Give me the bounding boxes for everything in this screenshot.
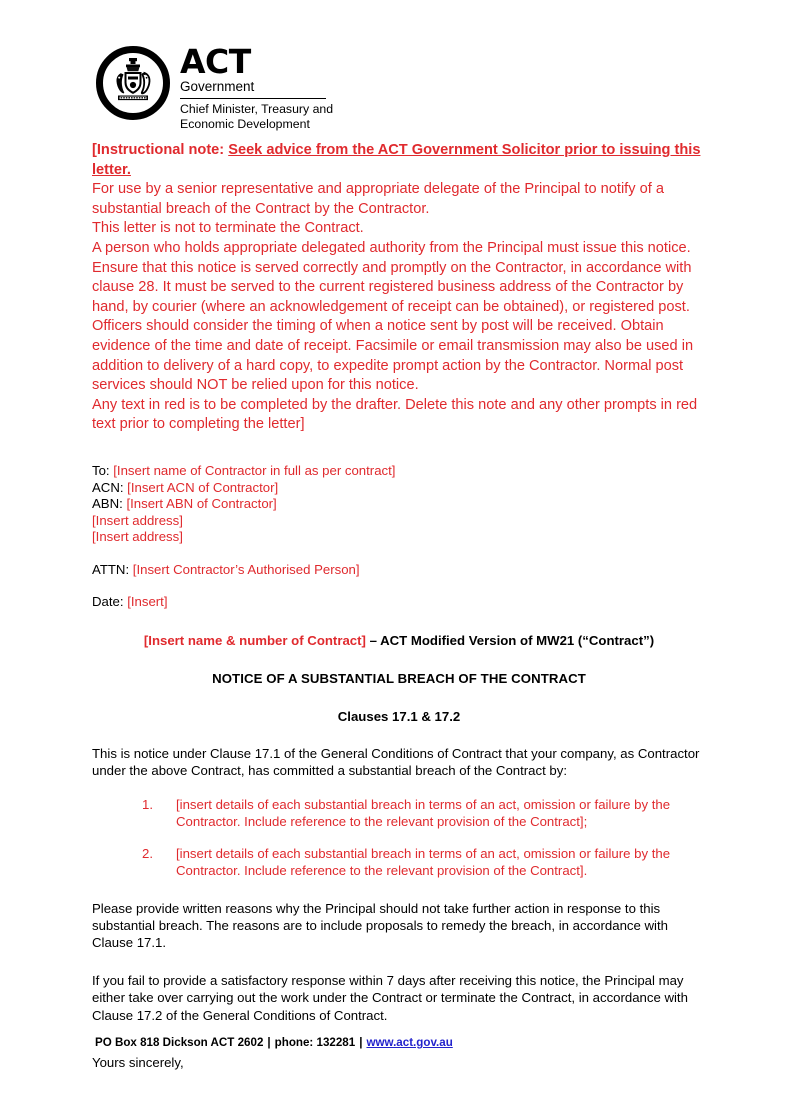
breach-list-item-1-text: [insert details of each substantial breach in terms of an act, omission or failure by the Contractor. Include reference to the relevant provision of the Contract];	[176, 796, 671, 830]
instructional-note-paragraph-5: Any text in red is to be completed by the drafter. Delete this note and any other prompts in red text prior to completing the letter]	[92, 396, 698, 433]
logo-department-line2: Economic Development	[180, 116, 310, 131]
instructional-note-heading	[92, 142, 700, 178]
recipient-to-value: [Insert name of Contractor in full as per contract]	[113, 462, 396, 478]
recipient-attn-label: ATTN:	[92, 561, 133, 577]
address-spacer-2	[92, 578, 706, 594]
breach-list-item-1	[92, 796, 706, 831]
footer-postal-address: PO Box 818 Dickson ACT 2602	[95, 1036, 264, 1049]
logo-government-label: Government	[180, 79, 255, 94]
recipient-to-line	[92, 463, 706, 480]
recipient-address-block	[92, 463, 706, 611]
act-coat-of-arms-icon	[96, 46, 170, 120]
page-footer	[95, 1036, 453, 1049]
letter-date-value: [Insert]	[127, 594, 168, 610]
breach-list-item-2-text: [insert details of each substantial breach in terms of an act, omission or failure by the Contractor. Include reference to the relevant provision of the Contract].	[176, 845, 671, 879]
contract-title-line	[92, 633, 706, 649]
recipient-abn-value: [Insert ABN of Contractor]	[126, 496, 277, 512]
letter-date-line	[92, 594, 706, 611]
logo-department-line1: Chief Minister, Treasury and	[180, 102, 334, 116]
letter-body	[92, 141, 706, 1071]
letterhead	[96, 44, 333, 131]
breach-list-item-2	[92, 845, 706, 880]
contract-name-placeholder: [Insert name & number of Contract]	[143, 633, 366, 649]
recipient-abn-label: ABN:	[92, 496, 127, 512]
footer-website-link[interactable]: www.act.gov.au	[366, 1036, 453, 1049]
contract-version-label: – ACT Modified Version of MW21 (“Contract”)	[365, 633, 655, 649]
breach-list-item-1-number: 1.	[142, 796, 153, 812]
instructional-note	[92, 141, 706, 435]
letter-date-label: Date:	[92, 594, 128, 610]
document-title-block	[92, 633, 706, 725]
footer-separator-1: |	[267, 1036, 271, 1049]
instructional-note-paragraph-1: For use by a senior representative and appropriate delegate of the Principal to notify of a substantial breach of the Contract by the Contractor.	[92, 181, 664, 217]
instructional-note-paragraph-4: Ensure that this notice is served correctly and promptly on the Contractor, in accordance with clause 28. It must be served to the current registered business address of the Contractor by hand, by courier (where an acknowledgement of receipt can be obtained), or registered post. Officers should consider the timing of when a notice sent by post will be received. Obtain evidence of the time and date of receipt. Facsimile or email transmission may also be used in addition to delivery of a hard copy, to expedite prompt action by the Contractor. Normal post services should NOT be relied upon for this notice.	[92, 259, 694, 394]
reasons-paragraph: Please provide written reasons why the Principal should not take further action in response to this substantial breach. The reasons are to include proposals to remedy the breach, in accordance with Clause 17.1.	[92, 900, 668, 951]
recipient-acn-label: ACN:	[92, 479, 128, 495]
logo-act-wordmark: ACT	[180, 42, 251, 81]
letterhead-text	[180, 44, 333, 131]
instructional-note-heading-prefix: [Instructional note:	[92, 142, 229, 158]
recipient-acn-value: [Insert ACN of Contractor]	[127, 479, 279, 495]
recipient-attn-value: [Insert Contractor’s Authorised Person]	[132, 561, 360, 577]
signoff-line: Yours sincerely,	[92, 1054, 184, 1070]
failure-paragraph: If you fail to provide a satisfactory response within 7 days after receiving this notice, the Principal may either take over carrying out the work under the Contract or terminate the Contract, in accordance with Clause 17.2 of the General Conditions of Contract.	[92, 972, 688, 1023]
address-spacer-1	[92, 546, 706, 562]
breach-list	[92, 796, 706, 880]
intro-paragraph: This is notice under Clause 17.1 of the General Conditions of Contract that your company, as Contractor under the above Contract, has committed a substantial breach of the Contract by:	[92, 746, 700, 779]
recipient-address-line-2: [Insert address]	[92, 529, 183, 545]
recipient-to-label: To:	[92, 462, 114, 478]
breach-list-item-2-number: 2.	[142, 845, 153, 861]
page-title: NOTICE OF A SUBSTANTIAL BREACH OF THE CONTRACT	[212, 671, 586, 687]
recipient-abn-line	[92, 496, 706, 513]
recipient-attn-line	[92, 562, 706, 579]
recipient-acn-line	[92, 480, 706, 497]
logo-divider-rule	[180, 98, 326, 99]
footer-separator-2: |	[359, 1036, 363, 1049]
instructional-note-paragraph-3: A person who holds appropriate delegated authority from the Principal must issue this notice.	[92, 239, 691, 256]
instructional-note-heading-underlined: Seek advice from the ACT Government Solicitor prior to issuing this letter.	[92, 142, 701, 178]
footer-phone: phone: 132281	[274, 1036, 356, 1049]
instructional-note-paragraph-2: This letter is not to terminate the Contract.	[92, 220, 364, 237]
clauses-subtitle: Clauses 17.1 & 17.2	[337, 709, 461, 725]
recipient-address-line-1: [Insert address]	[92, 512, 183, 528]
